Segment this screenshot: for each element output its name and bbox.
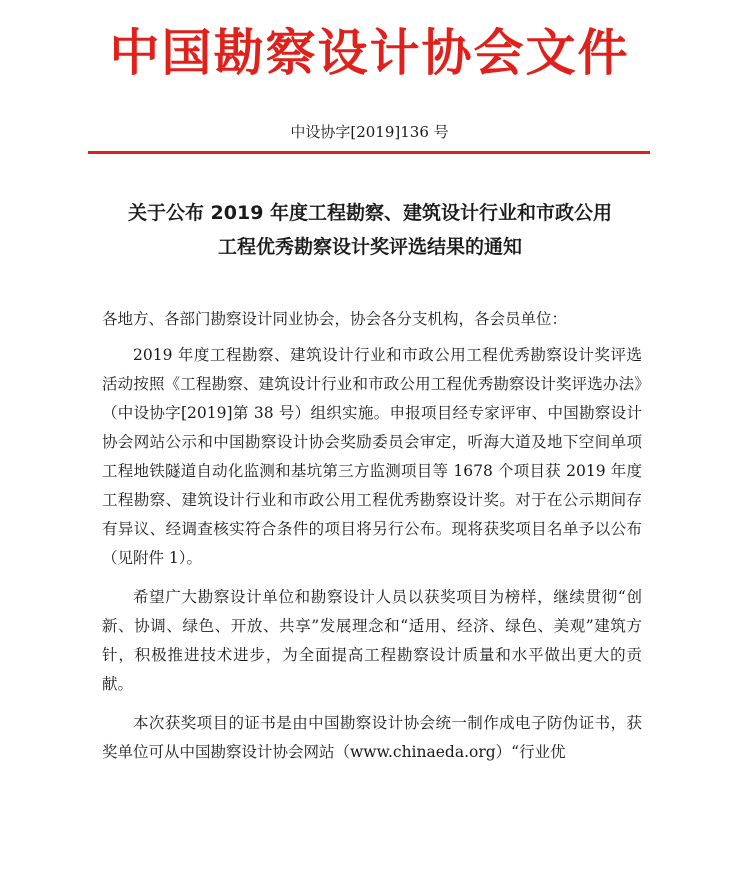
notice-body [102,305,642,777]
red-divider-line [88,151,650,154]
notice-title [90,196,650,264]
notice-title-line-2: 工程优秀勘察设计奖评选结果的通知 [217,236,522,258]
salutation: 各地方、各部门勘察设计同业协会，协会各分支机构，各会员单位： [102,310,568,328]
org-masthead-title: 中国勘察设计协会文件 [109,23,630,82]
paragraph-3: 本次获奖项目的证书是由中国勘察设计协会统一制作成电子防伪证书，获奖单位可从中国勘察设计协会网站（www.chinaeda.org）“行业优 [102,714,642,761]
paragraph-2: 希望广大勘察设计单位和勘察设计人员以获奖项目为榜样，继续贯彻“创新、协调、绿色、开放、共享”发展理念和“适用、经济、绿色、美观”建筑方针，积极推进技术进步，为全面提高工程勘察设计质量和水平做出更大的贡献。 [102,588,642,693]
paragraph-1: 2019 年度工程勘察、建筑设计行业和市政公用工程优秀勘察设计奖评选活动按照《工程勘察、建筑设计行业和市政公用工程优秀勘察设计奖评选办法》（中设协字[2019]第 38 号）组织实施。申报项目经专家评审、中国勘察设计协会网站公示和中国勘察设计协会奖励委员会审定，听海大道及地下空间单项工程地铁隧道自动化监测和基坑第三方监测项目等 1678 个项目获 2019 年度工程勘察、建筑设计行业和市政公用工程优秀勘察设计奖。对于在公示期间存有异议、经调查核实符合条件的项目将另行公布。现将获奖项目名单予以公布（见附件 1）。 [102,346,642,567]
notice-title-line-1: 关于公布 2019 年度工程勘察、建筑设计行业和市政公用 [127,202,613,224]
document-number: 中设协字[2019]136 号 [290,123,449,141]
